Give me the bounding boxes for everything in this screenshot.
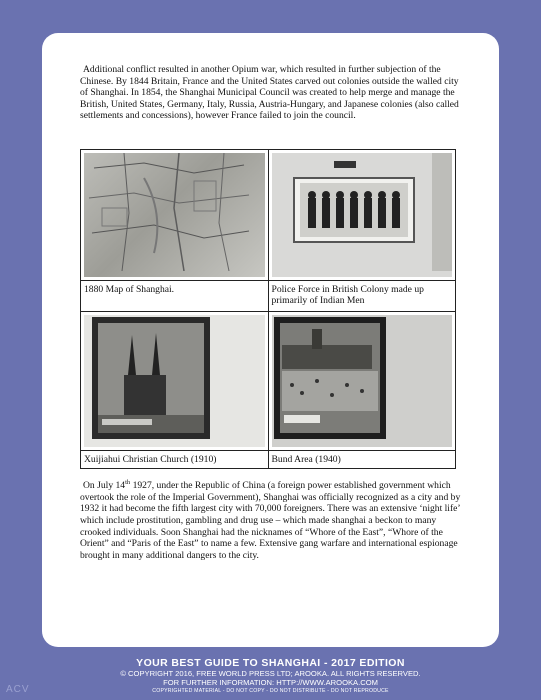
bund-caption-cell <box>268 451 456 469</box>
police-caption-cell <box>268 281 456 312</box>
history-paragraph <box>80 477 462 561</box>
church-photo-cell <box>81 312 269 451</box>
footer-title: YOUR BEST GUIDE TO SHANGHAI - 2017 EDITION <box>136 657 405 669</box>
footer-copyright: © COPYRIGHT 2016, FREE WORLD PRESS LTD; AROOKA. ALL RIGHTS RESERVED. <box>120 669 421 678</box>
police-photo-cell <box>268 150 456 281</box>
map-caption: 1880 Map of Shanghai. <box>84 284 175 295</box>
map-photo <box>84 153 265 277</box>
map-caption-cell <box>81 281 269 312</box>
bund-caption: Bund Area (1940) <box>271 454 341 465</box>
church-photo <box>84 315 265 447</box>
bund-photo <box>272 315 453 447</box>
map-photo-cell <box>81 150 269 281</box>
intro-paragraph-text: Additional conflict resulted in another Opium war, which resulted in further subjection of the Chinese. By 1844 Britain, France and the United States carved out colonies outside the walled city of Shanghai. In 1854, the Shanghai Municipal Council was created to help merge and manage the British, United States, Germany, Italy, Russia, Austria-Hungary, and Japanese colonies (also called settlements and concessions), however France failed to join the council. <box>80 64 459 122</box>
photo-grid <box>80 149 456 469</box>
intro-paragraph <box>80 64 462 122</box>
footer-info: FOR FURTHER INFORMATION: HTTP://WWW.AROOKA.COM <box>163 677 378 687</box>
church-caption-cell <box>81 451 269 469</box>
church-caption: Xuijiahui Christian Church (1910) <box>84 454 217 465</box>
history-paragraph-start: On July 14 <box>83 480 126 492</box>
police-caption: Police Force in British Colony made up primarily of Indian Men <box>271 284 424 306</box>
footer-copyright-block <box>0 670 541 687</box>
watermark: ACV <box>6 684 30 695</box>
police-photo <box>272 153 453 277</box>
footer-notice: COPYRIGHTED MATERIAL - DO NOT COPY - DO NOT DISTRIBUTE - DO NOT REPRODUCE <box>152 688 389 694</box>
history-paragraph-rest: 1927, under the Republic of China (a foreign power established government which overtook the role of the Imperial Government), Shanghai was officially recognized as a city and by 1932 it had become the fifth largest city with 70,000 foreigners. There was an extensive ‘night life’ which include prostitution, gambling and drug use – which made shanghai a beckon to many crooked individuals. Soon Shanghai had the nicknames of “Whore of the East”, “Whore of the Orient” and “Paris of the East” to name a few. Extensive gang warfare and international espionage brought in many additional dangers to the city. <box>80 480 461 561</box>
bund-photo-cell <box>268 312 456 451</box>
date-ordinal-suffix: th <box>125 479 131 486</box>
